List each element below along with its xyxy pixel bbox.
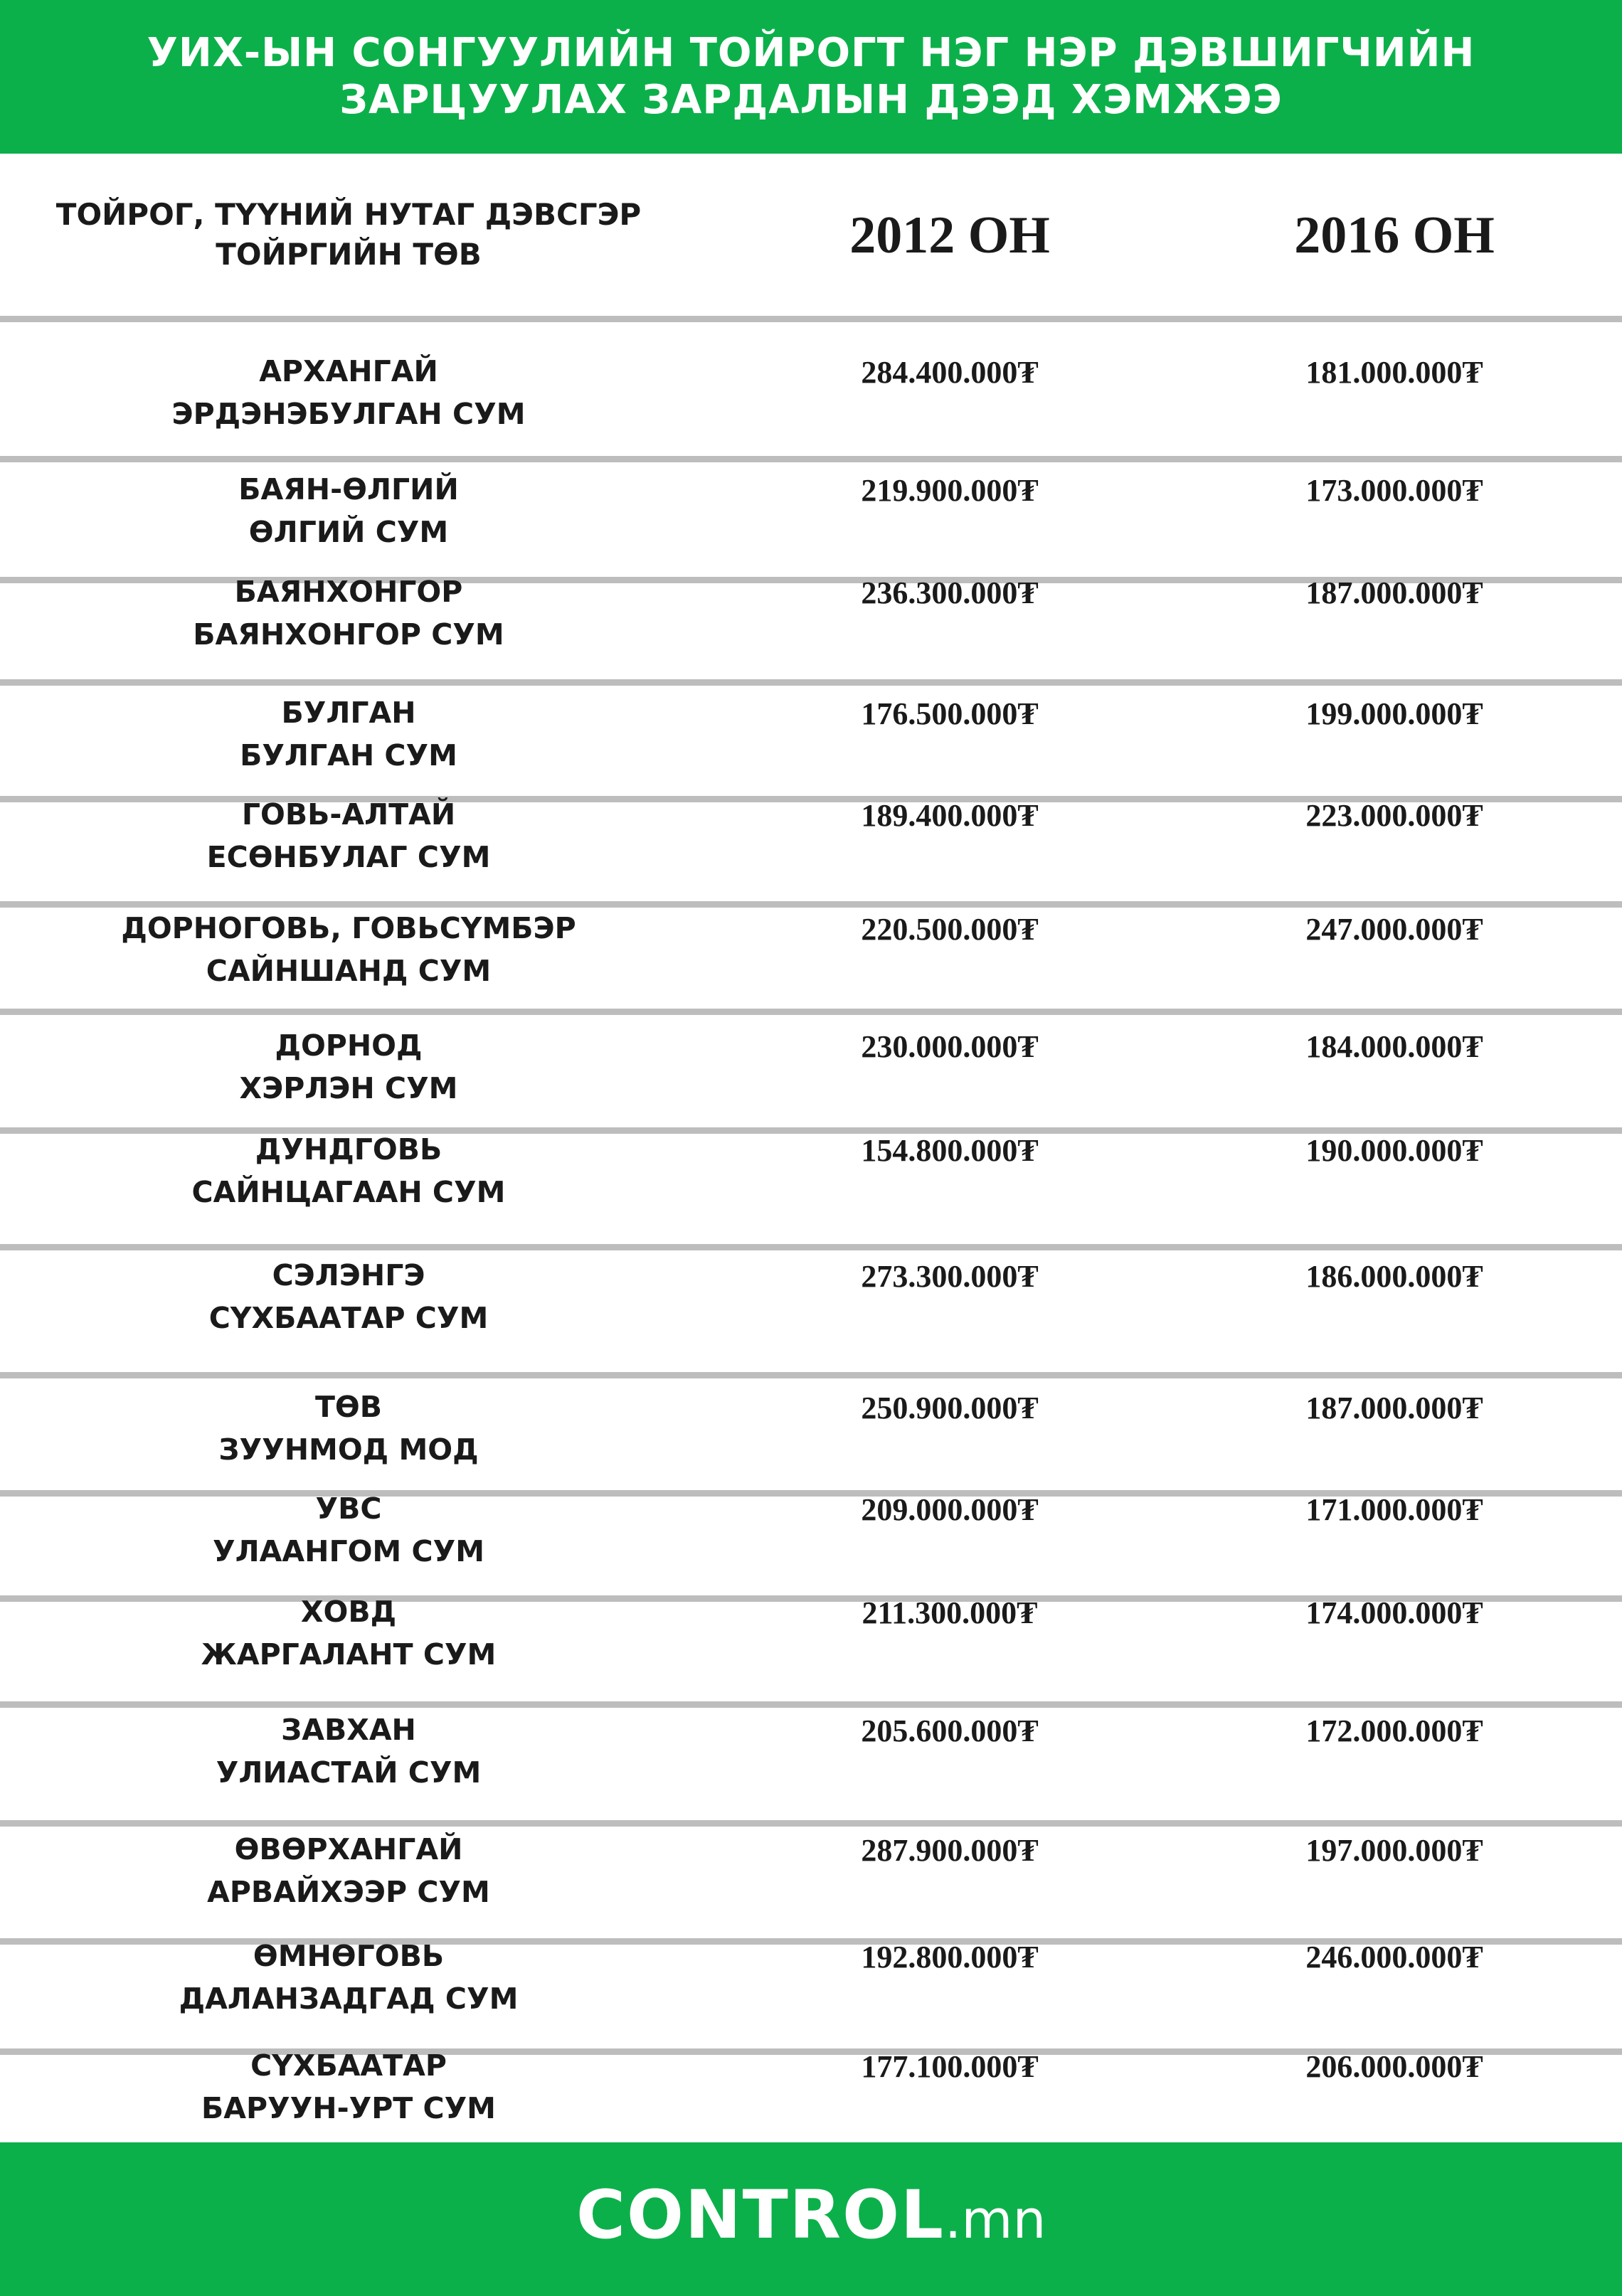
- region-center: ӨЛГИЙ СУМ: [248, 515, 449, 549]
- region-center: БАЯНХОНГОР СУМ: [193, 617, 504, 652]
- region-name: ДОРНОГОВЬ, ГОВЬСҮМБЭР: [121, 911, 576, 945]
- logo-brand: CONTROL: [576, 2177, 945, 2254]
- region-cell: [43, 570, 654, 656]
- value-2016: 187.000.000₮: [1305, 575, 1483, 610]
- region-cell: [43, 1708, 654, 1794]
- value-2012: 284.400.000₮: [861, 355, 1039, 390]
- region-center: ЖАРГАЛАНТ СУМ: [201, 1637, 497, 1671]
- year-2012-header: 2012 ОН: [849, 206, 1050, 265]
- value-2012: 230.000.000₮: [861, 1029, 1039, 1064]
- value-2016: 186.000.000₮: [1305, 1259, 1483, 1294]
- value-2016: 190.000.000₮: [1305, 1133, 1483, 1168]
- region-center: УЛААНГОМ СУМ: [213, 1534, 484, 1568]
- region-center: ЭРДЭНЭБУЛГАН СУМ: [171, 397, 526, 431]
- value-2012: 273.300.000₮: [861, 1259, 1039, 1294]
- value-2012: 209.000.000₮: [861, 1492, 1039, 1527]
- value-2016: 174.000.000₮: [1305, 1595, 1483, 1630]
- region-center: ХЭРЛЭН СУМ: [239, 1071, 458, 1105]
- value-2016: 199.000.000₮: [1305, 696, 1483, 731]
- row-divider: [0, 1372, 1622, 1378]
- footer-banner: [0, 2142, 1622, 2296]
- region-center: СҮХБААТАР СУМ: [208, 1301, 489, 1335]
- value-2012: 211.300.000₮: [862, 1595, 1038, 1630]
- region-cell: [43, 350, 654, 435]
- logo-tld: .mn: [944, 2189, 1046, 2250]
- value-2012: 287.900.000₮: [861, 1833, 1039, 1868]
- region-name: СҮХБААТАР: [250, 2048, 447, 2083]
- value-2016: 247.000.000₮: [1305, 912, 1483, 947]
- region-center: АРВАЙХЭЭР СУМ: [207, 1875, 490, 1909]
- value-2012: 205.600.000₮: [861, 1713, 1039, 1748]
- row-divider: [0, 1244, 1622, 1250]
- value-2012: 236.300.000₮: [861, 575, 1039, 610]
- region-name: БАЯНХОНГОР: [234, 575, 463, 609]
- value-2012: 219.900.000₮: [861, 473, 1039, 508]
- region-name: ГОВЬ-АЛТАЙ: [241, 797, 456, 831]
- region-name: ТӨВ: [314, 1390, 383, 1424]
- region-center: БАРУУН-УРТ СУМ: [201, 2091, 496, 2125]
- row-divider: [0, 456, 1622, 462]
- region-center: ЗУУНМОД МОД: [218, 1433, 479, 1467]
- region-name: БАЯН-ӨЛГИЙ: [238, 472, 459, 506]
- region-name: ЗАВХАН: [281, 1713, 416, 1747]
- region-name: ДУНДГОВЬ: [255, 1132, 442, 1166]
- title-line-2: ЗАРЦУУЛАХ ЗАРДАЛЫН ДЭЭД ХЭМЖЭЭ: [339, 77, 1283, 123]
- region-name: АРХАНГАЙ: [259, 354, 438, 388]
- region-center: САЙНШАНД СУМ: [206, 954, 492, 988]
- value-2012: 220.500.000₮: [861, 912, 1039, 947]
- row-divider: [0, 1701, 1622, 1708]
- value-2016: 184.000.000₮: [1305, 1029, 1483, 1064]
- region-cell: [43, 1024, 654, 1110]
- value-2012: 250.900.000₮: [861, 1391, 1039, 1425]
- region-cell: [43, 1590, 654, 1676]
- value-2012: 177.100.000₮: [861, 2049, 1039, 2084]
- region-name: ӨВӨРХАНГАЙ: [234, 1832, 463, 1866]
- value-2016: 223.000.000₮: [1305, 798, 1483, 833]
- region-center: САЙНЦАГААН СУМ: [191, 1175, 506, 1209]
- value-2016: 187.000.000₮: [1305, 1391, 1483, 1425]
- value-2016: 171.000.000₮: [1305, 1492, 1483, 1527]
- region-name: УВС: [315, 1492, 382, 1526]
- region-cell: [43, 793, 654, 878]
- region-cell: [43, 1386, 654, 1471]
- region-name: СЭЛЭНГЭ: [272, 1258, 425, 1292]
- value-2012: 154.800.000₮: [861, 1133, 1039, 1168]
- title-banner: [0, 0, 1622, 154]
- region-header-line-1: ТОЙРОГ, ТҮҮНИЙ НУТАГ ДЭВСГЭР: [55, 197, 642, 232]
- control-mn-logo: [576, 2177, 1046, 2254]
- region-center: ДАЛАНЗАДГАД СУМ: [179, 1982, 519, 2016]
- region-name: ХОВД: [300, 1595, 397, 1629]
- column-header: [0, 154, 1622, 316]
- year-2016-header: 2016 ОН: [1294, 206, 1495, 265]
- row-divider: [0, 679, 1622, 686]
- region-cell: [43, 1828, 654, 1913]
- region-name: БУЛГАН: [281, 696, 416, 730]
- region-center: УЛИАСТАЙ СУМ: [216, 1755, 482, 1790]
- region-cell: [43, 1254, 654, 1339]
- value-2016: 206.000.000₮: [1305, 2049, 1483, 2084]
- region-cell: [43, 1487, 654, 1573]
- value-2016: 172.000.000₮: [1305, 1713, 1483, 1748]
- region-column-header: [43, 195, 654, 275]
- value-2016: 197.000.000₮: [1305, 1833, 1483, 1868]
- row-divider: [0, 316, 1622, 322]
- value-2012: 176.500.000₮: [861, 696, 1039, 731]
- row-divider: [0, 1009, 1622, 1015]
- value-2012: 192.800.000₮: [861, 1940, 1039, 1975]
- value-2016: 173.000.000₮: [1305, 473, 1483, 508]
- value-2016: 246.000.000₮: [1305, 1940, 1483, 1975]
- row-divider: [0, 1820, 1622, 1827]
- region-name: ӨМНӨГОВЬ: [253, 1939, 445, 1973]
- title-line-1: УИХ-ЫН СОНГУУЛИЙН ТОЙРОГТ НЭГ НЭР ДЭВШИГЧИЙН: [147, 30, 1475, 76]
- value-2012: 189.400.000₮: [861, 798, 1039, 833]
- region-name: ДОРНОД: [275, 1029, 423, 1063]
- region-cell: [43, 468, 654, 553]
- region-header-line-2: ТОЙРГИЙН ТӨВ: [216, 237, 482, 272]
- region-cell: [43, 2044, 654, 2130]
- region-cell: [43, 691, 654, 777]
- region-center: БУЛГАН СУМ: [240, 738, 457, 772]
- region-cell: [43, 907, 654, 992]
- region-cell: [43, 1128, 654, 1213]
- region-center: ЕСӨНБУЛАГ СУМ: [206, 840, 491, 874]
- region-cell: [43, 1935, 654, 2020]
- value-2016: 181.000.000₮: [1305, 355, 1483, 390]
